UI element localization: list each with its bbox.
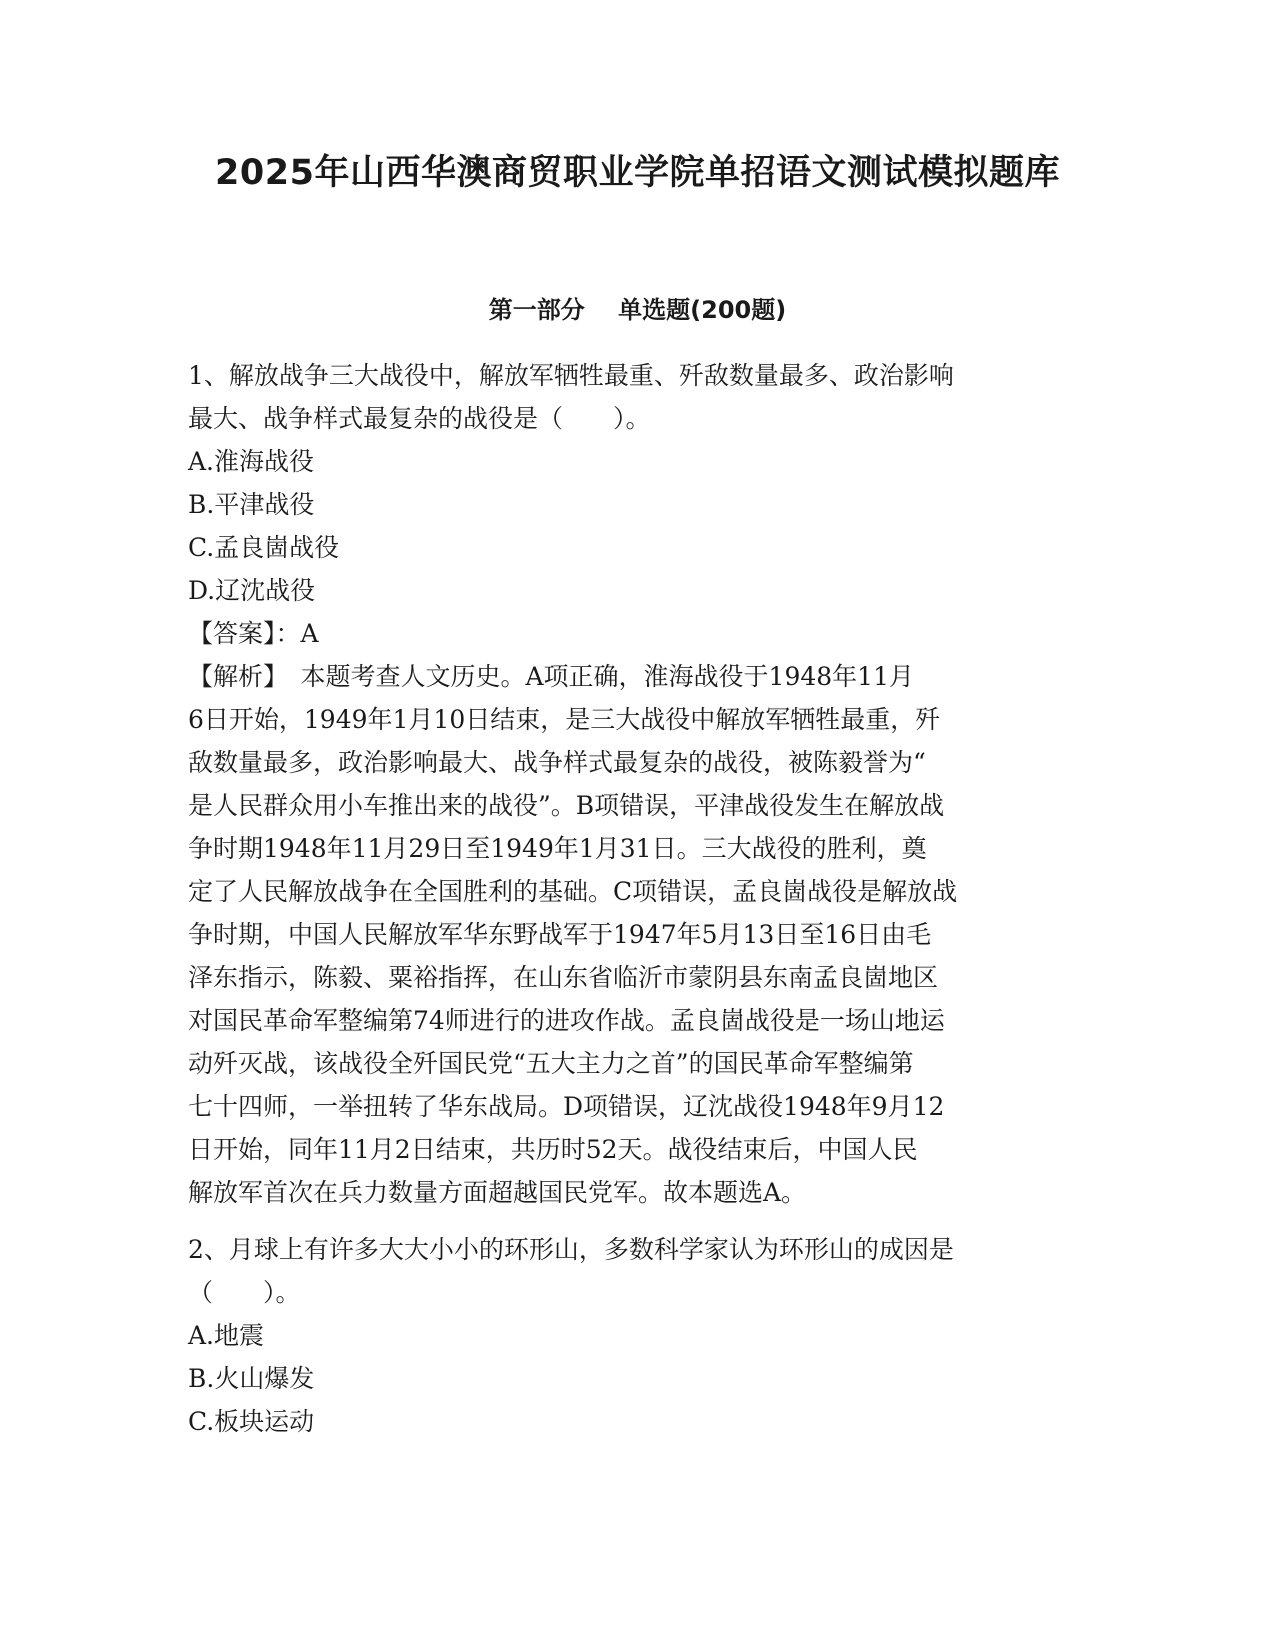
analysis-line: 争时期，中国人民解放军华东野战军于1947年5月13日至16日由毛 (188, 920, 932, 949)
analysis-line: 敌数量最多，政治影响最大、战争样式最复杂的战役，被陈毅誉为“ (188, 748, 926, 777)
document-title: 2025年山西华澳商贸职业学院单招语文测试模拟题库 (215, 153, 1060, 193)
analysis-line: 争时期1948年11月29日至1949年1月31日。三大战役的胜利，奠 (188, 834, 927, 863)
analysis-line: 日开始，同年11月2日结束，共历时52天。战役结束后，中国人民 (188, 1135, 918, 1164)
question-spacer (188, 1214, 1082, 1228)
question-stem-line: 2、月球上有许多大大小小的环形山，多数科学家认为环形山的成因是 (188, 1235, 954, 1264)
option-a: A.淮海战役 (188, 447, 315, 476)
option-d: D.辽沈战役 (188, 576, 316, 605)
analysis-line: 定了人民解放战争在全国胜利的基础。C项错误，孟良崮战役是解放战 (188, 877, 958, 906)
section-title: 第一部分 单选题(200题) (488, 296, 787, 324)
answer-line: 【答案】：A (188, 619, 319, 648)
question-stem-line: 最大、战争样式最复杂的战役是（ ）。 (188, 404, 651, 433)
analysis-line: 泽东指示，陈毅、粟裕指挥，在山东省临沂市蒙阴县东南孟良崮地区 (188, 963, 939, 992)
question-stem-line: （ ）。 (188, 1278, 301, 1307)
analysis-line: 七十四师，一举扭转了华东战局。D项错误，辽沈战役1948年9月12 (188, 1092, 945, 1121)
question-2 (188, 1228, 1082, 1443)
analysis-line: 解放军首次在兵力数量方面超越国民党军。故本题选A。 (188, 1178, 807, 1207)
analysis-line: 对国民革命军整编第74师进行的进攻作战。孟良崮战役是一场山地运 (188, 1006, 945, 1035)
option-c: C.孟良崮战役 (188, 533, 340, 562)
analysis-line: 【解析】 本题考查人文历史。A项正确，淮海战役于1948年11月 (188, 662, 914, 691)
option-c: C.板块运动 (188, 1407, 315, 1436)
analysis-line: 6日开始，1949年1月10日结束，是三大战役中解放军牺牲最重，歼 (188, 705, 941, 734)
analysis-line: 动歼灭战，该战役全歼国民党“五大主力之首”的国民革命军整编第 (188, 1049, 914, 1078)
option-b: B.平津战役 (188, 490, 315, 519)
analysis-line: 是人民群众用小车推出来的战役”。B项错误，平津战役发生在解放战 (188, 791, 945, 820)
question-list (188, 354, 1082, 1443)
question-1 (188, 354, 1082, 1214)
option-b: B.火山爆发 (188, 1364, 315, 1393)
question-stem-line: 1、解放战争三大战役中，解放军牺牲最重、歼敌数量最多、政治影响 (188, 361, 954, 390)
analysis-block (188, 655, 1082, 1214)
option-a: A.地震 (188, 1321, 265, 1350)
